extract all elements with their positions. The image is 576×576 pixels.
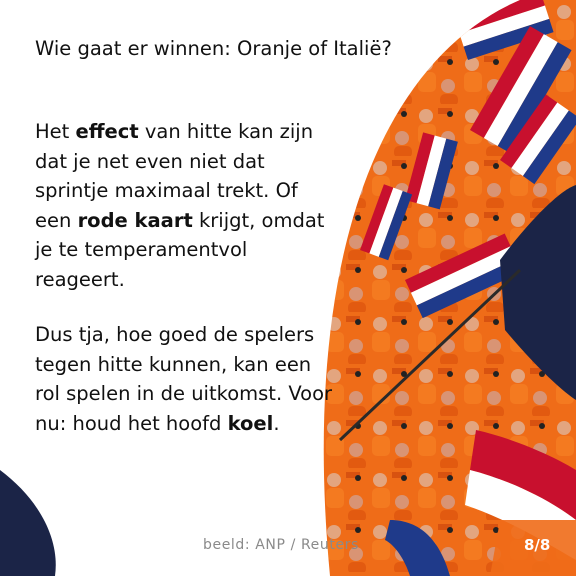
body-paragraph-2 (35, 320, 335, 438)
bold-text-rode-kaart: rode kaart (77, 208, 193, 232)
text-segment: Dus tja, hoe goed de spelers tegen hitte kunnen, kan een rol spelen in de uitkomst. Voor nu: houd het hoofd (35, 323, 333, 435)
text-segment: Het (35, 120, 76, 143)
photo-credit: beeld: ANP / Reuters (203, 537, 359, 553)
page-indicator: 8/8 (524, 536, 551, 554)
text-segment: . (273, 411, 280, 435)
text-segment: krijgt, omdat je te temperamentvol reageert. (35, 208, 325, 291)
bold-text-koel: koel (227, 411, 274, 435)
body-paragraph-1 (35, 117, 335, 294)
bold-text-effect: effect (75, 120, 139, 143)
decorative-arc-shape (0, 470, 56, 576)
slide-title: Wie gaat er winnen: Oranje of Italië? (35, 37, 392, 60)
text-segment: van hitte kan zijn dat je net even niet dat sprintje maximaal trekt. Of een (35, 120, 314, 232)
